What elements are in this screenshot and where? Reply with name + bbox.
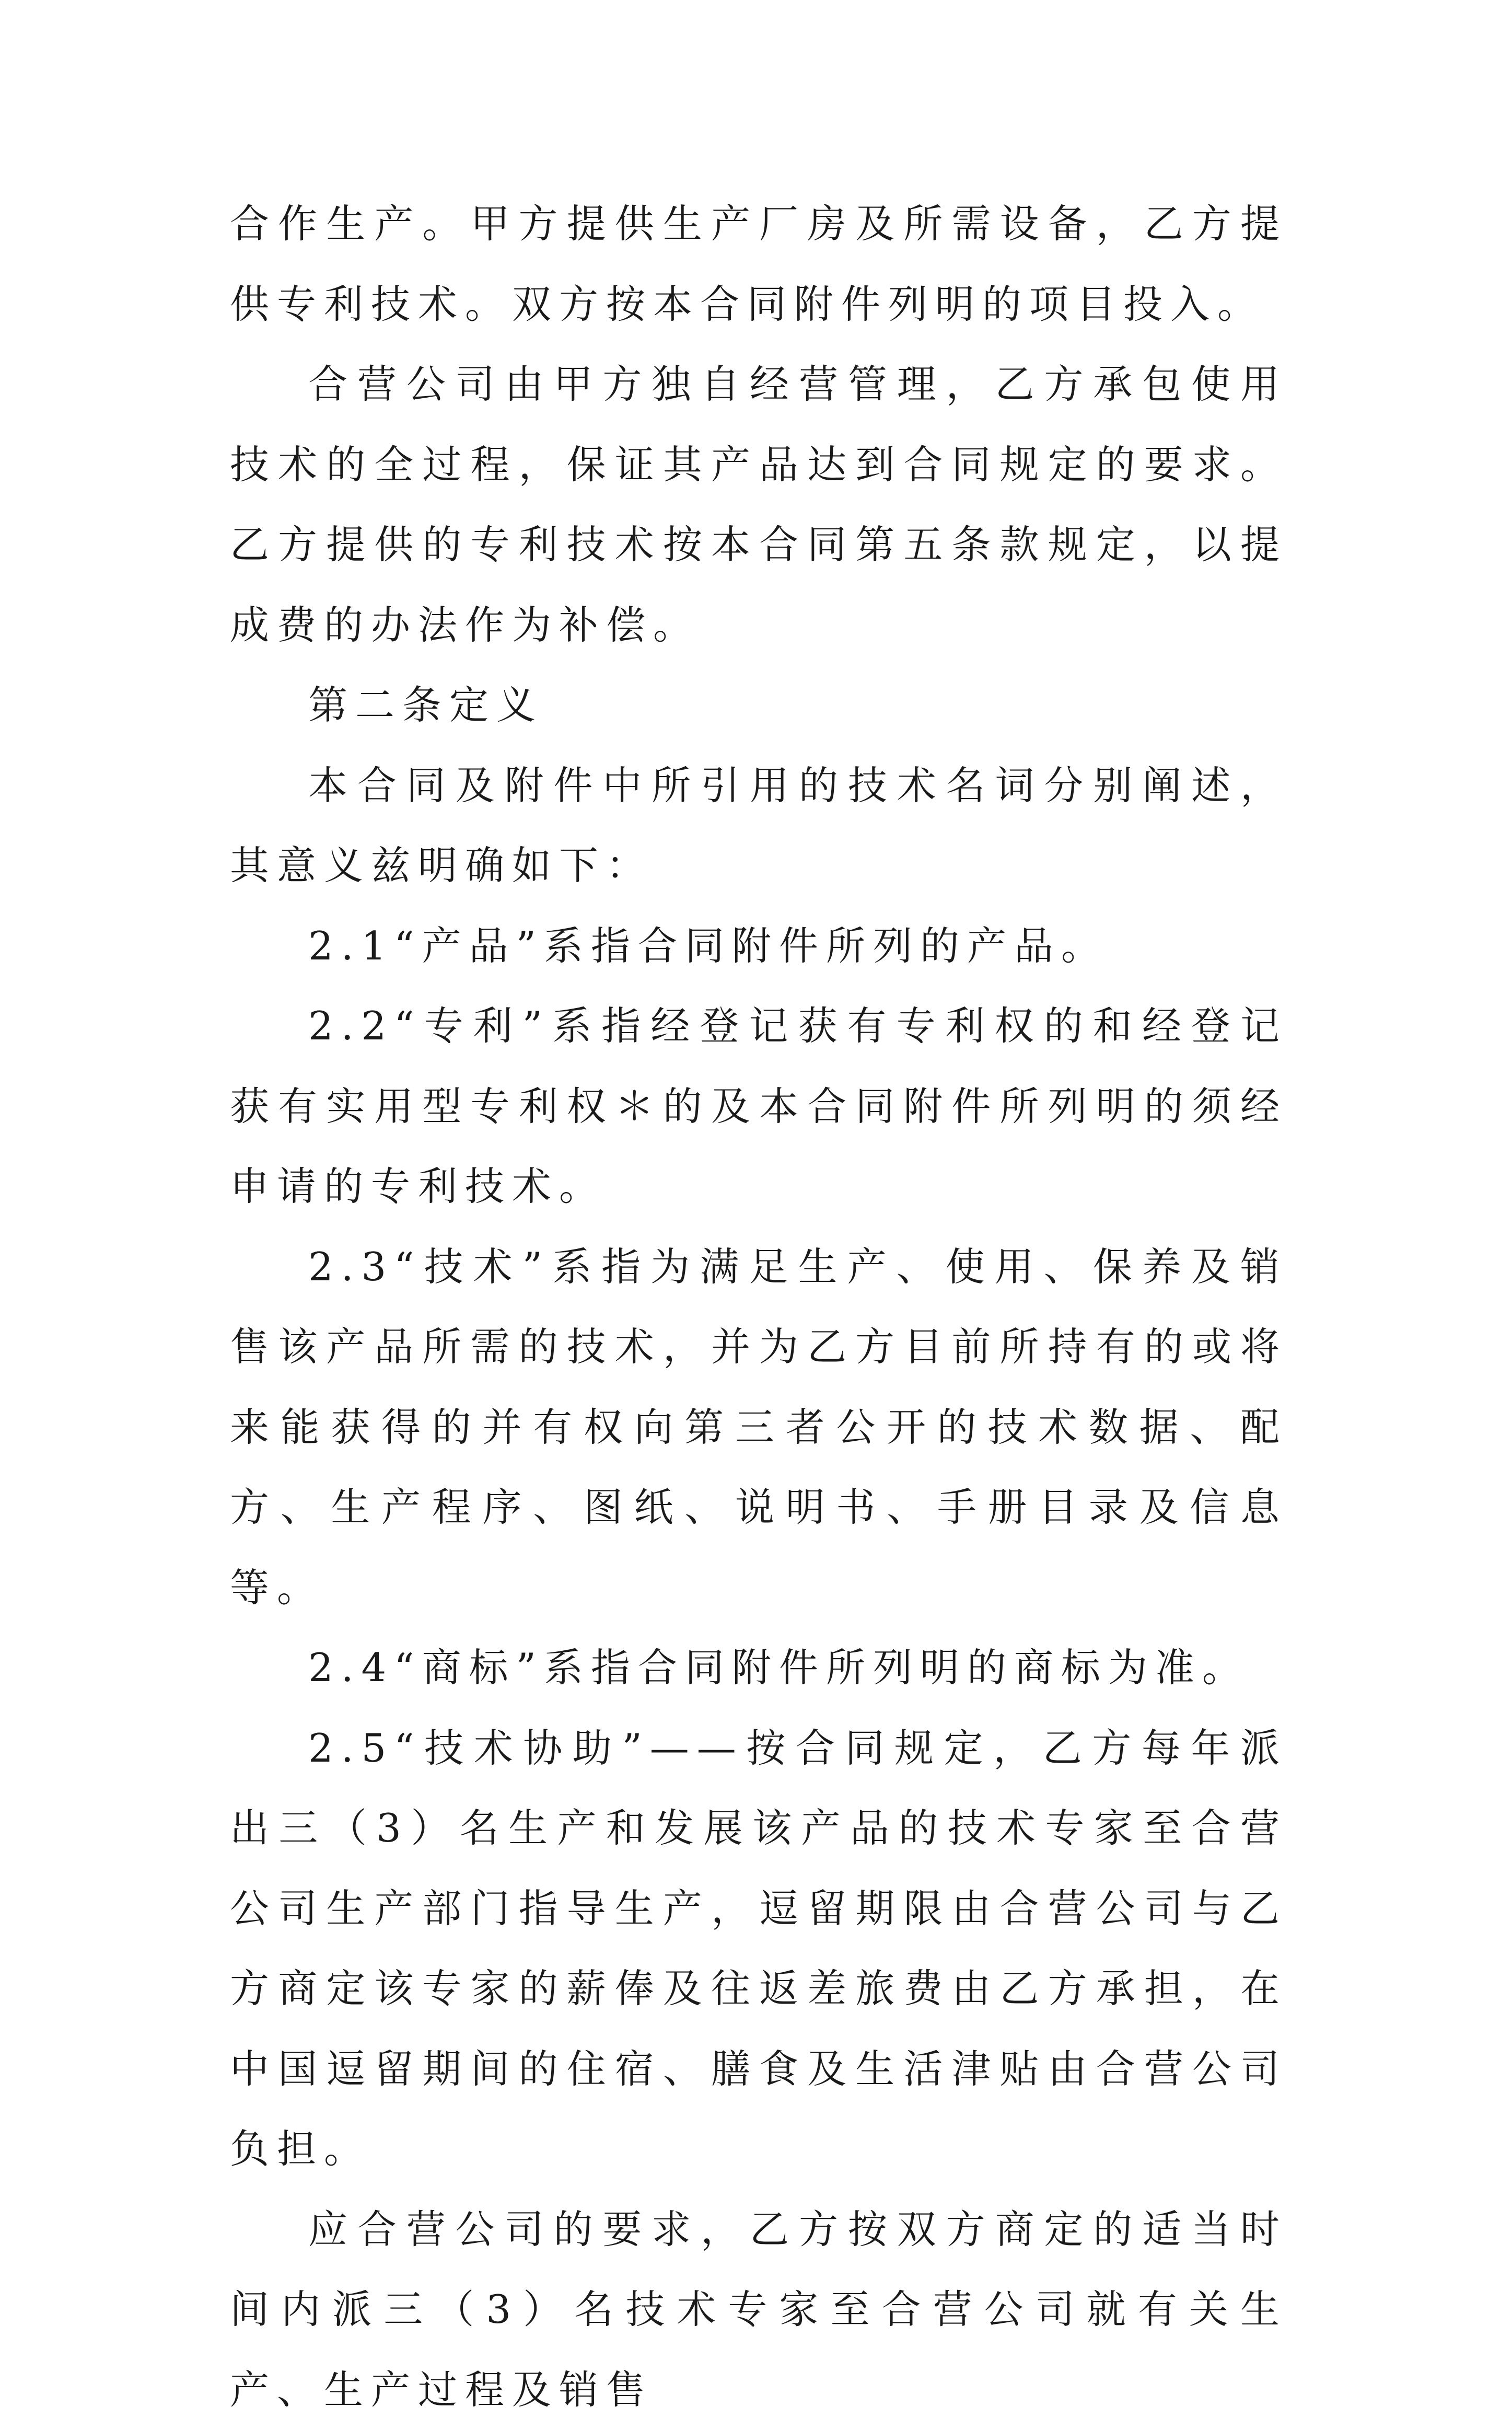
definition-2-2-patent: 2.2“专利”系指经登记获有专利权的和经登记获有实用型专利权＊的及本合同附件所列明的须经申请的专利技术。 [230, 986, 1287, 1227]
section-heading-definitions: 第二条定义 [230, 665, 1287, 746]
paragraph-definitions-intro: 本合同及附件中所引用的技术名词分别阐述，其意义兹明确如下： [230, 746, 1287, 906]
definition-2-5-technical-assistance: 2.5“技术协助”——按合同规定，乙方每年派出三（3）名生产和发展该产品的技术专家至合营公司生产部门指导生产，逗留期限由合营公司与乙方商定该专家的薪俸及往返差旅费由乙方承担，在中国逗留期间的住宿、膳食及生活津贴由合营公司负担。 [230, 1708, 1287, 2190]
definition-2-4-trademark: 2.4“商标”系指合同附件所列明的商标为准。 [230, 1628, 1287, 1708]
paragraph-expert-dispatch: 应合营公司的要求，乙方按双方商定的适当时间内派三（3）名技术专家至合营公司就有关生产、生产过程及销售 [230, 2190, 1287, 2430]
definition-2-1-product: 2.1“产品”系指合同附件所列的产品。 [230, 906, 1287, 987]
paragraph-management: 合营公司由甲方独自经营管理，乙方承包使用技术的全过程，保证其产品达到合同规定的要求。乙方提供的专利技术按本合同第五条款规定，以提成费的办法作为补偿。 [230, 344, 1287, 665]
contract-body [230, 184, 1287, 2430]
definition-2-3-technology: 2.3“技术”系指为满足生产、使用、保养及销售该产品所需的技术，并为乙方目前所持有的或将来能获得的并有权向第三者公开的技术数据、配方、生产程序、图纸、说明书、手册目录及信息等。 [230, 1227, 1287, 1628]
paragraph-cooperation: 合作生产。甲方提供生产厂房及所需设备，乙方提供专利技术。双方按本合同附件列明的项目投入。 [230, 184, 1287, 344]
